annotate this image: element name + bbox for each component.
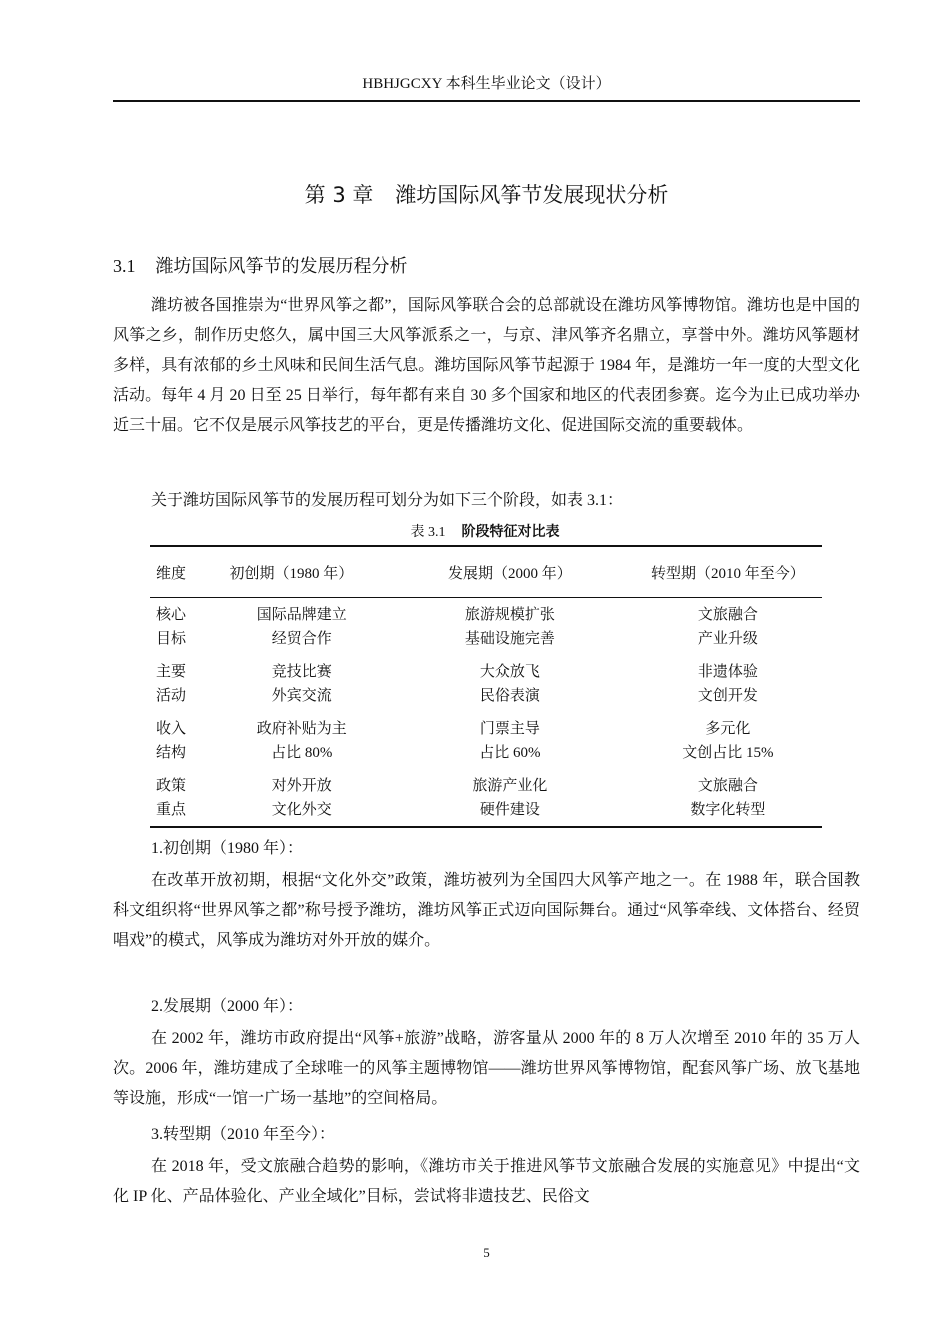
stage1-heading: 1.初创期（1980 年）： <box>151 840 304 857</box>
table-cell: 旅游规模扩张 基础设施完善 <box>464 606 555 647</box>
header-rule <box>113 100 860 102</box>
table-cell: 文旅融合 数字化转型 <box>690 777 766 818</box>
stage-comparison-table <box>150 545 822 828</box>
stage3-heading: 3.转型期（2010 年至今）： <box>151 1126 336 1143</box>
table-cell: 多元化 文创占比 15% <box>682 720 774 761</box>
table-caption <box>140 522 830 543</box>
table-caption-title: 阶段特征对比表 <box>461 524 560 540</box>
table-cell: 核心 目标 <box>156 606 187 647</box>
table-cell: 政府补贴为主 占比 80% <box>256 720 347 761</box>
chapter-number: 第 3 章 <box>304 183 374 207</box>
table-cell: 竞技比赛 外宾交流 <box>271 663 332 704</box>
section-number: 3.1 <box>113 256 136 276</box>
table-cell: 非遗体验 文创开发 <box>697 663 758 704</box>
table-row <box>150 655 822 712</box>
section-title <box>113 252 408 281</box>
chapter-title-text: 潍坊国际风筝节发展现状分析 <box>395 183 669 207</box>
table-header-cell: 初创期（1980 年） <box>229 565 354 582</box>
table-cell: 收入 结构 <box>156 720 187 761</box>
table-row <box>150 712 822 769</box>
chapter-title <box>113 180 860 210</box>
table-header-row <box>150 547 822 598</box>
page-header: HBHJGCXY 本科生毕业论文（设计） <box>362 76 611 92</box>
table-header-cell: 维度 <box>156 565 187 582</box>
table-header-cell: 转型期（2010 年至今） <box>650 565 805 582</box>
stage3-paragraph: 在 2018 年，受文旅融合趋势的影响，《潍坊市关于推进风筝节文旅融合发展的实施意见》中提出“文化 IP 化、产品体验化、产业全域化”目标，尝试将非遗技艺、民俗文 <box>113 1158 860 1205</box>
stage1-paragraph: 在改革开放初期，根据“文化外交”政策，潍坊被列为全国四大风筝产地之一。在 1988 年，联合国教科文组织将“世界风筝之都”称号授予潍坊，潍坊风筝正式迈向国际舞台。通过“风筝牵线、文体搭台、经贸唱戏”的模式，风筝成为潍坊对外开放的媒介。 <box>113 872 860 949</box>
page-number: 5 <box>483 1245 490 1260</box>
table-cell: 文旅融合 产业升级 <box>697 606 758 647</box>
table-cell: 旅游产业化 硬件建设 <box>472 777 548 818</box>
table-cell: 门票主导 占比 60% <box>479 720 541 761</box>
table-intro-paragraph: 关于潍坊国际风筝节的发展历程可划分为如下三个阶段，如表 3.1： <box>151 492 624 509</box>
table-caption-number: 表 3.1 <box>410 525 446 540</box>
table-cell: 主要 活动 <box>156 663 187 704</box>
table-cell: 政策 重点 <box>156 777 187 818</box>
table-cell: 对外开放 文化外交 <box>271 777 332 818</box>
stage2-paragraph: 在 2002 年，潍坊市政府提出“风筝+旅游”战略，游客量从 2000 年的 8 万人次增至 2010 年的 35 万人次。2006 年，潍坊建成了全球唯一的风筝主题博物馆——潍坊世界风筝博物馆，配套风筝广场、放飞基地等设施，形成“一馆一广场一基地”的空间格局。 <box>113 1030 860 1107</box>
table-row <box>150 769 822 826</box>
stage2-heading: 2.发展期（2000 年）： <box>151 998 304 1015</box>
table-cell: 国际品牌建立 经贸合作 <box>256 606 347 647</box>
table-row <box>150 598 822 655</box>
table-header-cell: 发展期（2000 年） <box>447 565 572 582</box>
intro-paragraph: 潍坊被各国推崇为“世界风筝之都”，国际风筝联合会的总部就设在潍坊风筝博物馆。潍坊也是中国的风筝之乡，制作历史悠久，属中国三大风筝派系之一，与京、津风筝齐名鼎立，享誉中外。潍坊风筝题材多样，具有浓郁的乡土风味和民间生活气息。潍坊国际风筝节起源于 1984 年，是潍坊一年一度的大型文化活动。每年 4 月 20 日至 25 日举行，每年都有来自 30 多个国家和地区的代表团参赛。迄今为止已成功举办近三十届。它不仅是展示风筝技艺的平台，更是传播潍坊文化、促进国际交流的重要载体。 <box>113 297 860 434</box>
table-cell: 大众放飞 民俗表演 <box>479 663 540 704</box>
section-title-text: 潍坊国际风筝节的发展历程分析 <box>155 256 408 277</box>
